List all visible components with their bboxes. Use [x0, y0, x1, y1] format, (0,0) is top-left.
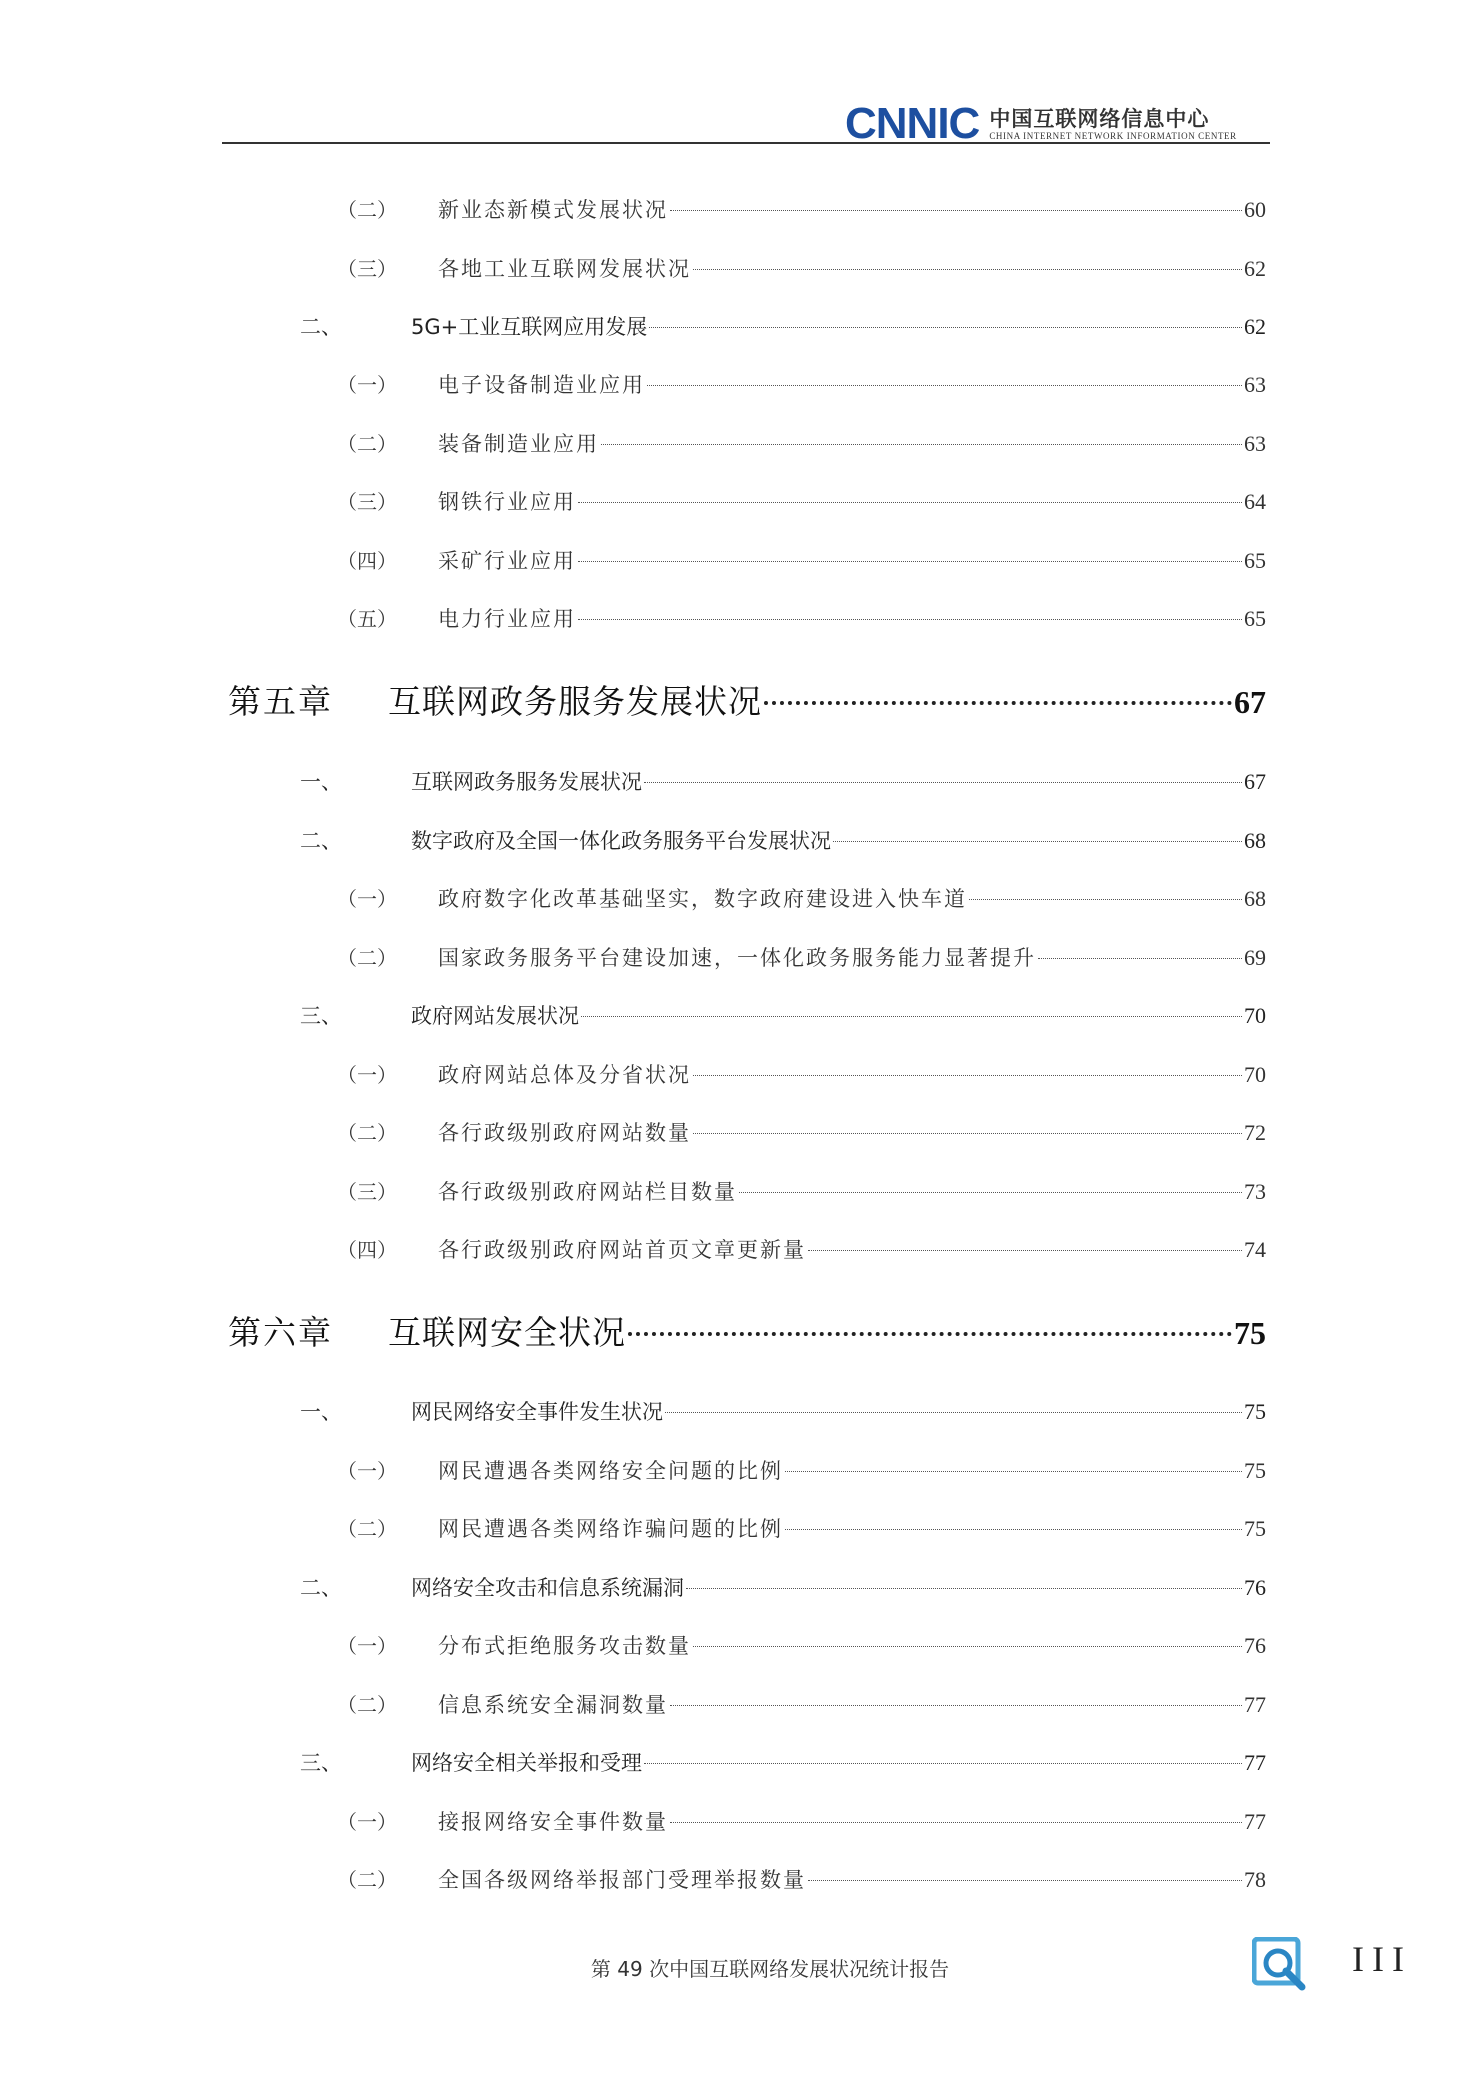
toc-entry-page: 68 [1244, 886, 1266, 911]
toc-entry-page: 72 [1244, 1120, 1266, 1145]
toc-entry-title: 各行政级别政府网站栏目数量 [438, 1180, 737, 1204]
toc-leader-dots [649, 327, 1242, 328]
toc-entry-page: 62 [1244, 314, 1266, 339]
toc-entry-page: 73 [1244, 1179, 1266, 1204]
toc-subsection[interactable] [337, 194, 1266, 224]
toc-entry-number: 三、 [300, 1004, 342, 1028]
toc-entry-number: （二） [337, 1121, 397, 1145]
toc-entry-title: 政府数字化改革基础坚实，数字政府建设进入快车道 [438, 887, 967, 911]
toc-chapter[interactable] [228, 676, 1266, 723]
toc-leader-dots [693, 1646, 1242, 1647]
toc-entry-page: 75 [1244, 1399, 1266, 1424]
toc-subsection[interactable] [337, 1117, 1266, 1147]
toc-entry-page: 64 [1244, 489, 1266, 514]
toc-leader-dots [686, 1588, 1242, 1589]
toc-entry-title: 电力行业应用 [438, 607, 576, 631]
magnifier-logo-icon [1252, 1937, 1308, 1993]
toc-subsection[interactable] [337, 942, 1266, 972]
toc-leader-dots [693, 1075, 1242, 1076]
toc-subsection[interactable] [337, 603, 1266, 633]
toc-entry-title: 装备制造业应用 [438, 432, 599, 456]
toc-subsection[interactable] [337, 1864, 1266, 1894]
toc-subsection[interactable] [337, 1513, 1266, 1543]
toc-entry-number: （二） [337, 1517, 397, 1541]
toc-entry-page: 65 [1244, 606, 1266, 631]
toc-entry-number: （一） [337, 1810, 397, 1834]
toc-leader-dots [670, 210, 1242, 211]
toc-entry-title: 网民网络安全事件发生状况 [411, 1400, 663, 1424]
toc-section[interactable] [300, 311, 1266, 341]
toc-entry-page: 65 [1244, 548, 1266, 573]
toc-entry-title: 网民遭遇各类网络诈骗问题的比例 [438, 1517, 783, 1541]
toc-entry-title: 各行政级别政府网站数量 [438, 1121, 691, 1145]
toc-entry-number: （二） [337, 1868, 397, 1892]
toc-leader-dots [693, 1133, 1242, 1134]
toc-entry-title: 电子设备制造业应用 [438, 373, 645, 397]
toc-entry-page: 67 [1244, 769, 1266, 794]
toc-entry-number: （一） [337, 373, 397, 397]
toc-leader-dots [670, 1822, 1242, 1823]
toc-section[interactable] [300, 1000, 1266, 1030]
toc-chapter[interactable] [228, 1307, 1266, 1354]
toc-entry-title: 国家政务服务平台建设加速，一体化政务服务能力显著提升 [438, 946, 1036, 970]
toc-entry-title: 数字政府及全国一体化政务服务平台发展状况 [411, 829, 831, 853]
toc-entry-page: 76 [1244, 1575, 1266, 1600]
toc-entry-title: 互联网政务服务发展状况 [388, 682, 762, 721]
toc-leader-dots [578, 561, 1242, 562]
toc-entry-page: 75 [1234, 1315, 1266, 1351]
toc-entry-page: 77 [1244, 1750, 1266, 1775]
toc-leader-dots [601, 444, 1242, 445]
toc-entry-page: 77 [1244, 1692, 1266, 1717]
toc-entry-title: 网民遭遇各类网络安全问题的比例 [438, 1459, 783, 1483]
toc-entry-number: （二） [337, 946, 397, 970]
toc-entry-number: 一、 [300, 770, 342, 794]
toc-entry-number: 第六章 [228, 1313, 333, 1352]
toc-subsection[interactable] [337, 1455, 1266, 1485]
toc-leader-dots [670, 1705, 1242, 1706]
toc-leader-dots [693, 269, 1242, 270]
report-title: 第 49 次中国互联网络发展状况统计报告 [590, 1957, 950, 1981]
toc-subsection[interactable] [337, 1689, 1266, 1719]
toc-entry-title: 各行政级别政府网站首页文章更新量 [438, 1238, 806, 1262]
toc-leader-dots [578, 619, 1242, 620]
toc-entry-page: 75 [1244, 1516, 1266, 1541]
toc-entry-number: （一） [337, 887, 397, 911]
toc-leader-dots [764, 701, 1232, 705]
toc-entry-title: 互联网政务服务发展状况 [411, 770, 642, 794]
toc-leader-dots [647, 385, 1242, 386]
toc-entry-number: 一、 [300, 1400, 342, 1424]
toc-entry-page: 78 [1244, 1867, 1266, 1892]
toc-leader-dots [665, 1412, 1242, 1413]
toc-subsection[interactable] [337, 1234, 1266, 1264]
toc-subsection[interactable] [337, 486, 1266, 516]
toc-entry-number: （三） [337, 1180, 397, 1204]
toc-entry-title: 新业态新模式发展状况 [438, 198, 668, 222]
toc-entry-title: 各地工业互联网发展状况 [438, 257, 691, 281]
logo-mark: CNNIC [845, 99, 980, 148]
toc-entry-page: 63 [1244, 372, 1266, 397]
toc-section[interactable] [300, 1572, 1266, 1602]
toc-entry-number: （二） [337, 198, 397, 222]
toc-section[interactable] [300, 825, 1266, 855]
toc-entry-number: （一） [337, 1459, 397, 1483]
toc-entry-title: 全国各级网络举报部门受理举报数量 [438, 1868, 806, 1892]
toc-entry-title: 信息系统安全漏洞数量 [438, 1693, 668, 1717]
toc-leader-dots [644, 1763, 1242, 1764]
page-number: III [1352, 1939, 1412, 1979]
toc-subsection[interactable] [337, 1806, 1266, 1836]
toc-entry-title: 接报网络安全事件数量 [438, 1810, 668, 1834]
toc-entry-title: 网络安全攻击和信息系统漏洞 [411, 1576, 684, 1600]
toc-entry-page: 77 [1244, 1809, 1266, 1834]
toc-entry-page: 76 [1244, 1633, 1266, 1658]
toc-section[interactable] [300, 1396, 1266, 1426]
toc-entry-page: 74 [1244, 1237, 1266, 1262]
toc-entry-number: （三） [337, 257, 397, 281]
toc-entry-title: 政府网站发展状况 [411, 1004, 579, 1028]
toc-entry-page: 60 [1244, 197, 1266, 222]
toc-subsection[interactable] [337, 253, 1266, 283]
toc-entry-title: 5G+工业互联网应用发展 [411, 315, 648, 339]
toc-subsection[interactable] [337, 545, 1266, 575]
toc-subsection[interactable] [337, 1176, 1266, 1206]
toc-section[interactable] [300, 1747, 1266, 1777]
toc-entry-page: 75 [1244, 1458, 1266, 1483]
toc-entry-title: 网络安全相关举报和受理 [411, 1751, 642, 1775]
toc-entry-number: （二） [337, 1693, 397, 1717]
toc-leader-dots [644, 782, 1242, 783]
toc-entry-title: 分布式拒绝服务攻击数量 [438, 1634, 691, 1658]
toc-entry-page: 62 [1244, 256, 1266, 281]
toc-leader-dots [808, 1880, 1242, 1881]
toc-subsection[interactable] [337, 1630, 1266, 1660]
toc-subsection[interactable] [337, 369, 1266, 399]
toc-entry-number: （三） [337, 490, 397, 514]
toc-entry-page: 68 [1244, 828, 1266, 853]
toc-entry-page: 67 [1234, 684, 1266, 720]
toc-entry-page: 63 [1244, 431, 1266, 456]
toc-leader-dots [739, 1192, 1242, 1193]
toc-leader-dots [785, 1529, 1242, 1530]
logo-chinese-name: 中国互联网络信息中心 [989, 106, 1210, 131]
toc-entry-number: 三、 [300, 1751, 342, 1775]
toc-entry-title: 政府网站总体及分省状况 [438, 1063, 691, 1087]
toc-entry-number: 第五章 [228, 682, 333, 721]
toc-leader-dots [833, 841, 1242, 842]
toc-subsection[interactable] [337, 1059, 1266, 1089]
toc-leader-dots [578, 502, 1242, 503]
toc-entry-number: 二、 [300, 1576, 342, 1600]
toc-entry-number: （五） [337, 607, 397, 631]
toc-entry-title: 钢铁行业应用 [438, 490, 576, 514]
toc-subsection[interactable] [337, 883, 1266, 913]
toc-leader-dots [808, 1250, 1242, 1251]
toc-entry-title: 互联网安全状况 [388, 1313, 626, 1352]
toc-entry-page: 70 [1244, 1003, 1266, 1028]
toc-section[interactable] [300, 766, 1266, 796]
toc-entry-number: 二、 [300, 829, 342, 853]
toc-entry-title: 采矿行业应用 [438, 549, 576, 573]
toc-leader-dots [1038, 958, 1242, 959]
toc-leader-dots [628, 1332, 1232, 1336]
toc-leader-dots [969, 899, 1242, 900]
toc-entry-number: （四） [337, 549, 397, 573]
toc-entry-number: （一） [337, 1634, 397, 1658]
logo-english-name: CHINA INTERNET NETWORK INFORMATION CENTER [989, 130, 1237, 141]
toc-leader-dots [785, 1471, 1242, 1472]
toc-leader-dots [581, 1016, 1242, 1017]
toc-entry-number: （四） [337, 1238, 397, 1262]
toc-entry-number: （一） [337, 1063, 397, 1087]
toc-entry-page: 70 [1244, 1062, 1266, 1087]
toc-entry-number: （二） [337, 432, 397, 456]
toc-subsection[interactable] [337, 428, 1266, 458]
toc-entry-page: 69 [1244, 945, 1266, 970]
toc-entry-number: 二、 [300, 315, 342, 339]
